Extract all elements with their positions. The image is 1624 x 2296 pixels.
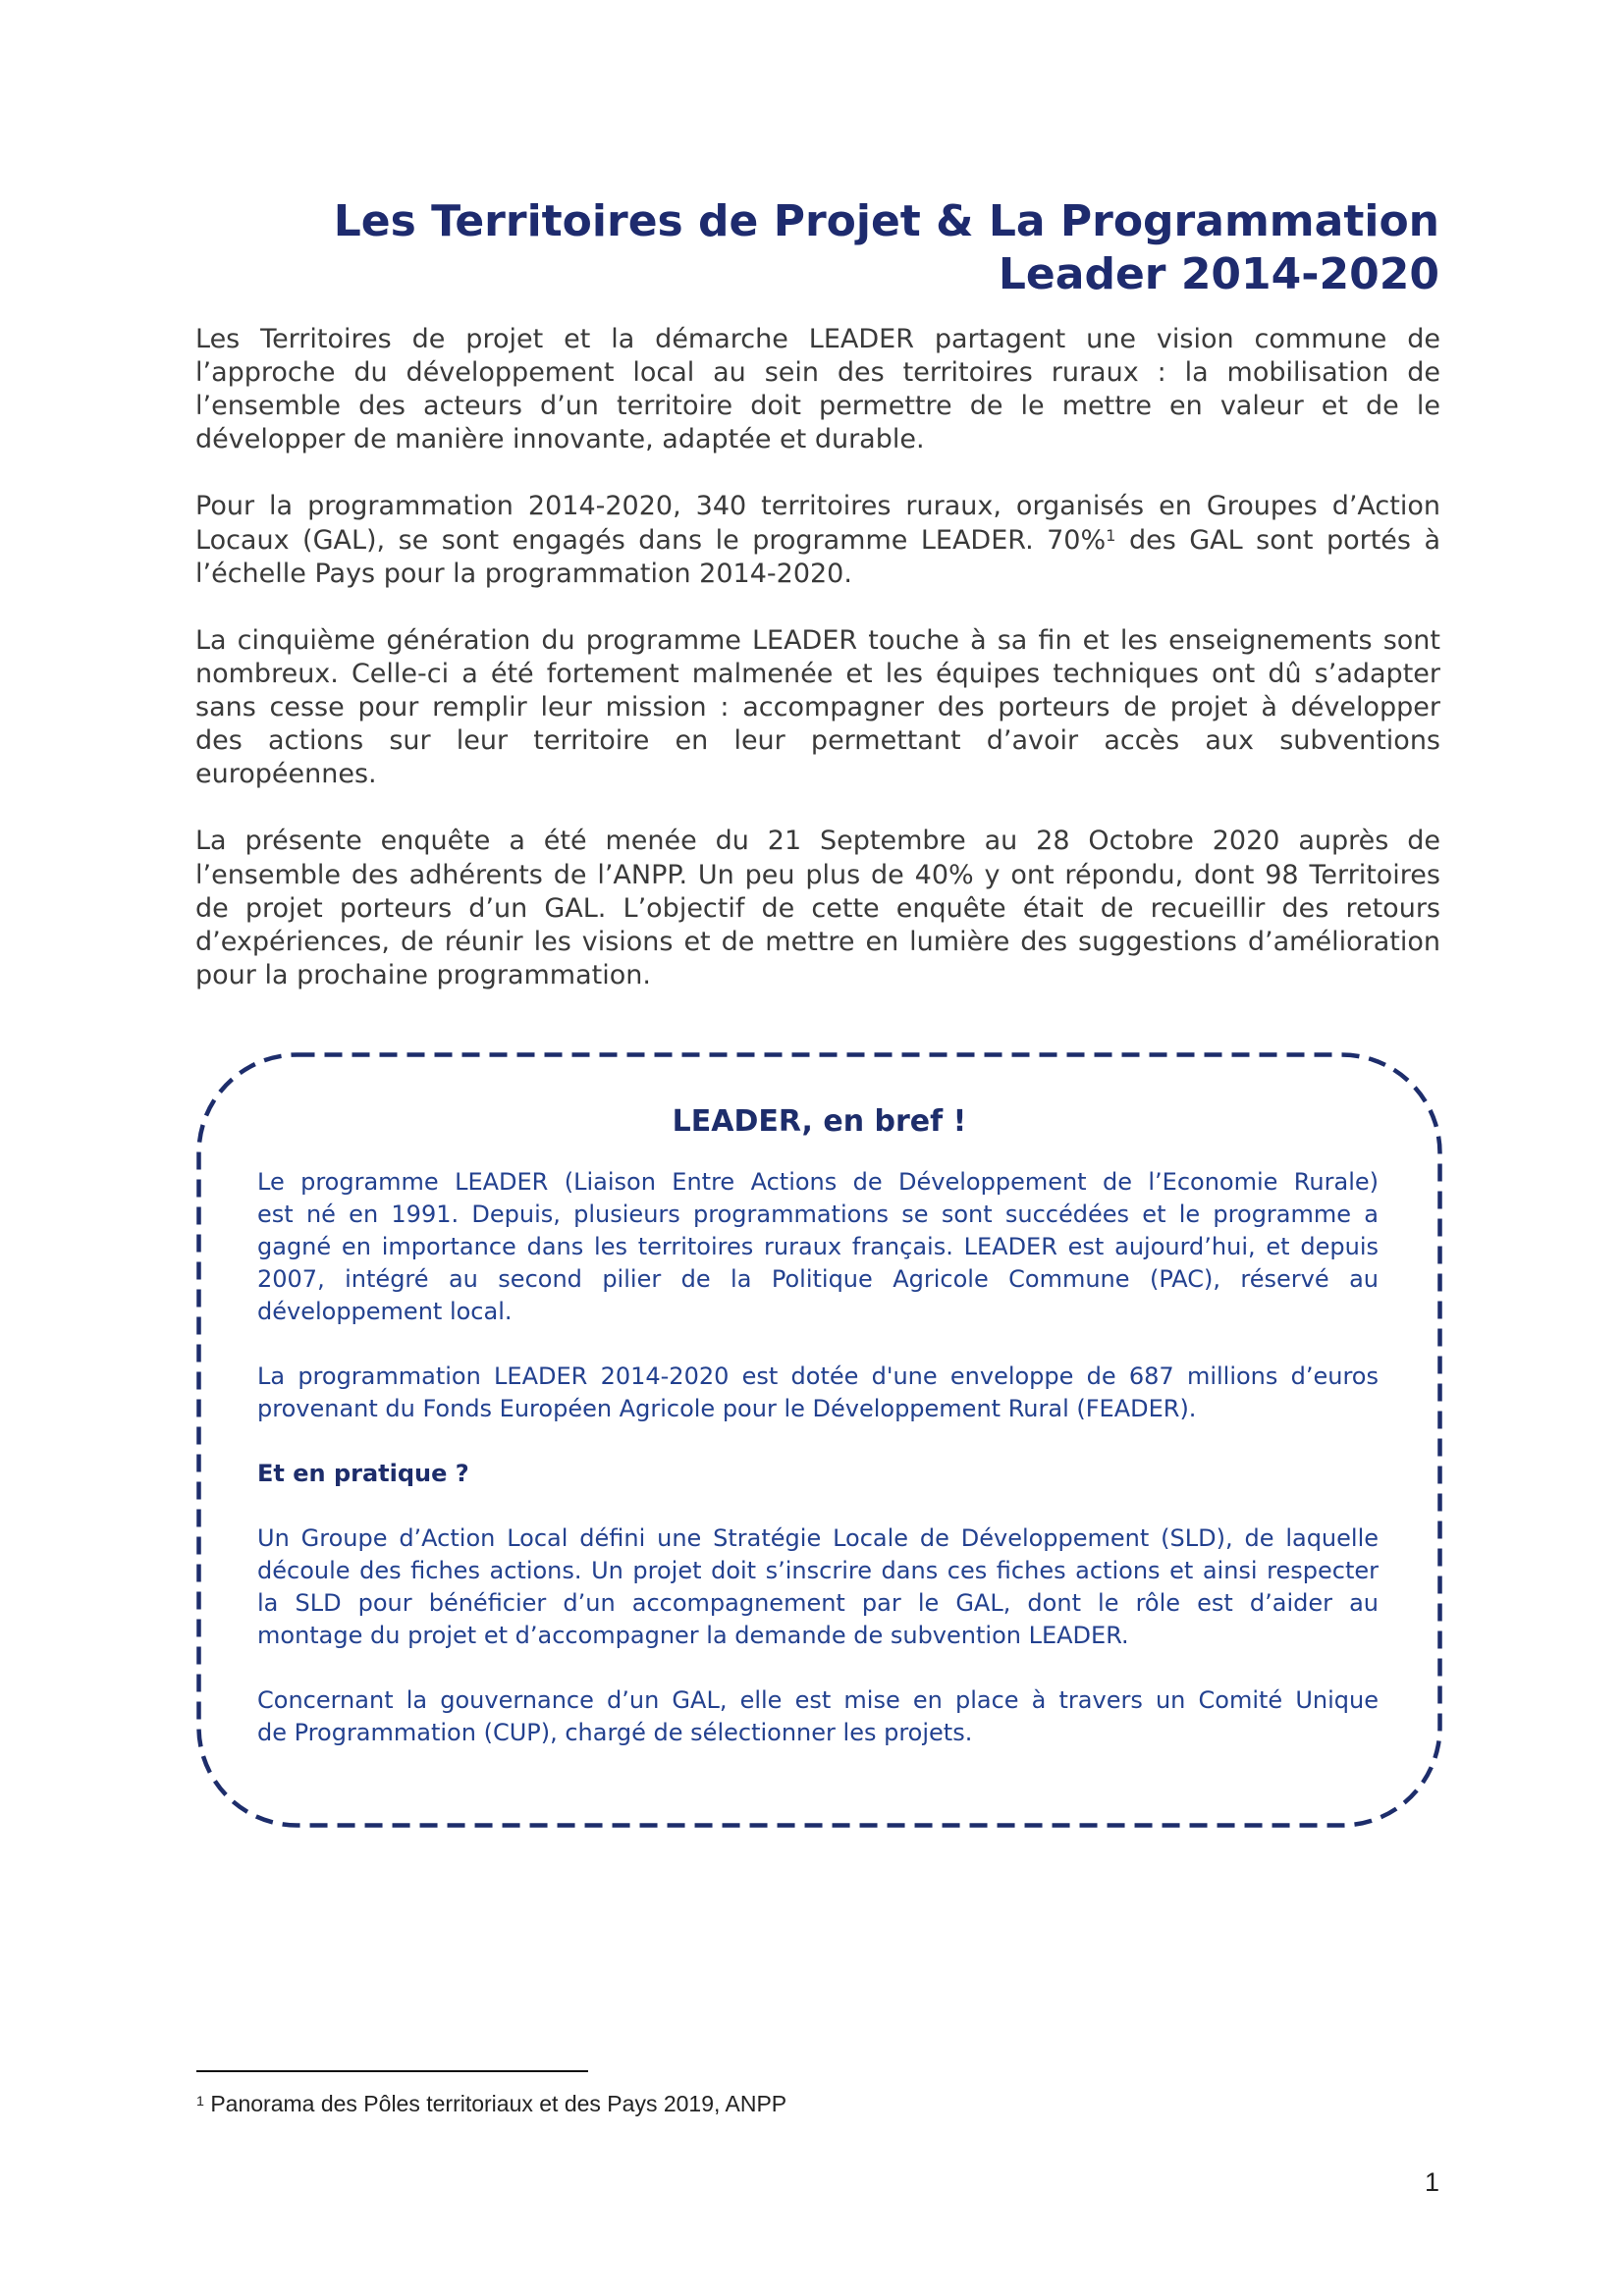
- info-box-subheading: Et en pratique ?: [257, 1459, 469, 1487]
- footnote-separator: [196, 2070, 588, 2072]
- text-line: pour la prochaine programmation.: [195, 959, 651, 990]
- text-line: développement local.: [257, 1297, 513, 1325]
- text-line: La cinquième génération du programme LEADER touche à sa fin et les enseignements sont: [195, 624, 1440, 656]
- text-line: provenant du Fonds Européen Agricole pour le Développement Rural (FEADER).: [257, 1394, 1197, 1422]
- page-title-line: Leader 2014-2020: [998, 249, 1439, 299]
- info-box-paragraph: [257, 1166, 1379, 1328]
- text-line: développer de manière innovante, adaptée et durable.: [195, 424, 925, 455]
- text-line: montage du projet et d’accompagner la demande de subvention LEADER.: [257, 1621, 1129, 1649]
- page-title: [194, 195, 1439, 301]
- page-title-line: Les Territoires de Projet & La Programmation: [333, 196, 1439, 246]
- footnote-reference: 1: [1106, 526, 1116, 546]
- text-line: Pour la programmation 2014-2020, 340 territoires ruraux, organisés en Groupes d’Action: [195, 491, 1440, 522]
- text-line: l’ensemble des adhérents de l’ANPP. Un peu plus de 40% y ont répondu, dont 98 Territoires: [195, 859, 1440, 890]
- text-line: gagné en importance dans les territoires ruraux français. LEADER est aujourd’hui, et depuis: [257, 1232, 1379, 1260]
- paragraph-programmation-2014-2020: [195, 490, 1440, 590]
- text-line: la SLD pour bénéficier d’un accompagnement par le GAL, dont le rôle est d’aider au: [257, 1588, 1379, 1617]
- info-box-paragraph: [257, 1361, 1379, 1425]
- text-line: Les Territoires de projet et la démarche LEADER partagent une vision commune de: [195, 324, 1440, 354]
- text-line: l’échelle Pays pour la programmation 2014-2020.: [195, 558, 852, 589]
- footnote-text: Panorama des Pôles territoriaux et des Pays 2019, ANPP: [210, 2091, 787, 2116]
- text-line: Le programme LEADER (Liaison Entre Actions de Développement de l’Economie Rurale): [257, 1167, 1379, 1196]
- text-line: Un Groupe d’Action Local défini une Stratégie Locale de Développement (SLD), de laquelle: [257, 1523, 1379, 1552]
- text-line: de Programmation (CUP), chargé de sélectionner les projets.: [257, 1718, 973, 1746]
- text-line: des actions sur leur territoire en leur permettant d’avoir accès aux subventions: [195, 725, 1440, 757]
- text-line: Concernant la gouvernance d’un GAL, elle est mise en place à travers un Comité Unique: [257, 1685, 1379, 1714]
- text-line: découle des fiches actions. Un projet doit s’inscrire dans ces fiches actions et ainsi respecter: [257, 1556, 1379, 1584]
- text-line: 2007, intégré au second pilier de la Politique Agricole Commune (PAC), réservé au: [257, 1264, 1379, 1293]
- footnote-marker: 1: [196, 2093, 204, 2109]
- text-line: sans cesse pour remplir leur mission : accompagner des porteurs de projet à développer: [195, 692, 1440, 723]
- text-line: [195, 524, 1440, 558]
- info-box-paragraph: [257, 1522, 1379, 1652]
- text-segment: des GAL sont portés à: [1115, 524, 1440, 556]
- text-line: l’approche du développement local au sein des territoires ruraux : la mobilisation de: [195, 357, 1440, 389]
- text-line: de projet porteurs d’un GAL. L’objectif de cette enquête était de recueillir des retours: [195, 892, 1440, 924]
- text-line: La présente enquête a été menée du 21 Septembre au 28 Octobre 2020 auprès de: [195, 826, 1440, 857]
- text-line: d’expériences, de réunir les visions et de mettre en lumière des suggestions d’amélioration: [195, 926, 1440, 957]
- body-text: [195, 323, 1440, 1026]
- text-line: est né en 1991. Depuis, plusieurs programmations se sont succédées et le programme a: [257, 1200, 1379, 1228]
- text-line: La programmation LEADER 2014-2020 est dotée d'une enveloppe de 687 millions d’euros: [257, 1362, 1379, 1390]
- info-box-paragraph: [257, 1684, 1379, 1749]
- text-line: l’ensemble des acteurs d’un territoire doit permettre de le mettre en valeur et de le: [195, 391, 1440, 422]
- info-box-title: LEADER, en bref !: [672, 1104, 967, 1139]
- text-line: européennes.: [195, 759, 377, 790]
- text-line: nombreux. Celle-ci a été fortement malmenée et les équipes techniques ont dû s’adapter: [195, 658, 1440, 689]
- info-box-content: [257, 1166, 1379, 1782]
- paragraph-leader-vision: [195, 323, 1440, 456]
- footnote: [196, 2089, 1441, 2118]
- paragraph-fifth-generation: [195, 624, 1440, 791]
- paragraph-survey: [195, 825, 1440, 991]
- page-number: 1: [1424, 2167, 1439, 2197]
- text-segment: Locaux (GAL), se sont engagés dans le programme LEADER. 70%: [195, 524, 1107, 556]
